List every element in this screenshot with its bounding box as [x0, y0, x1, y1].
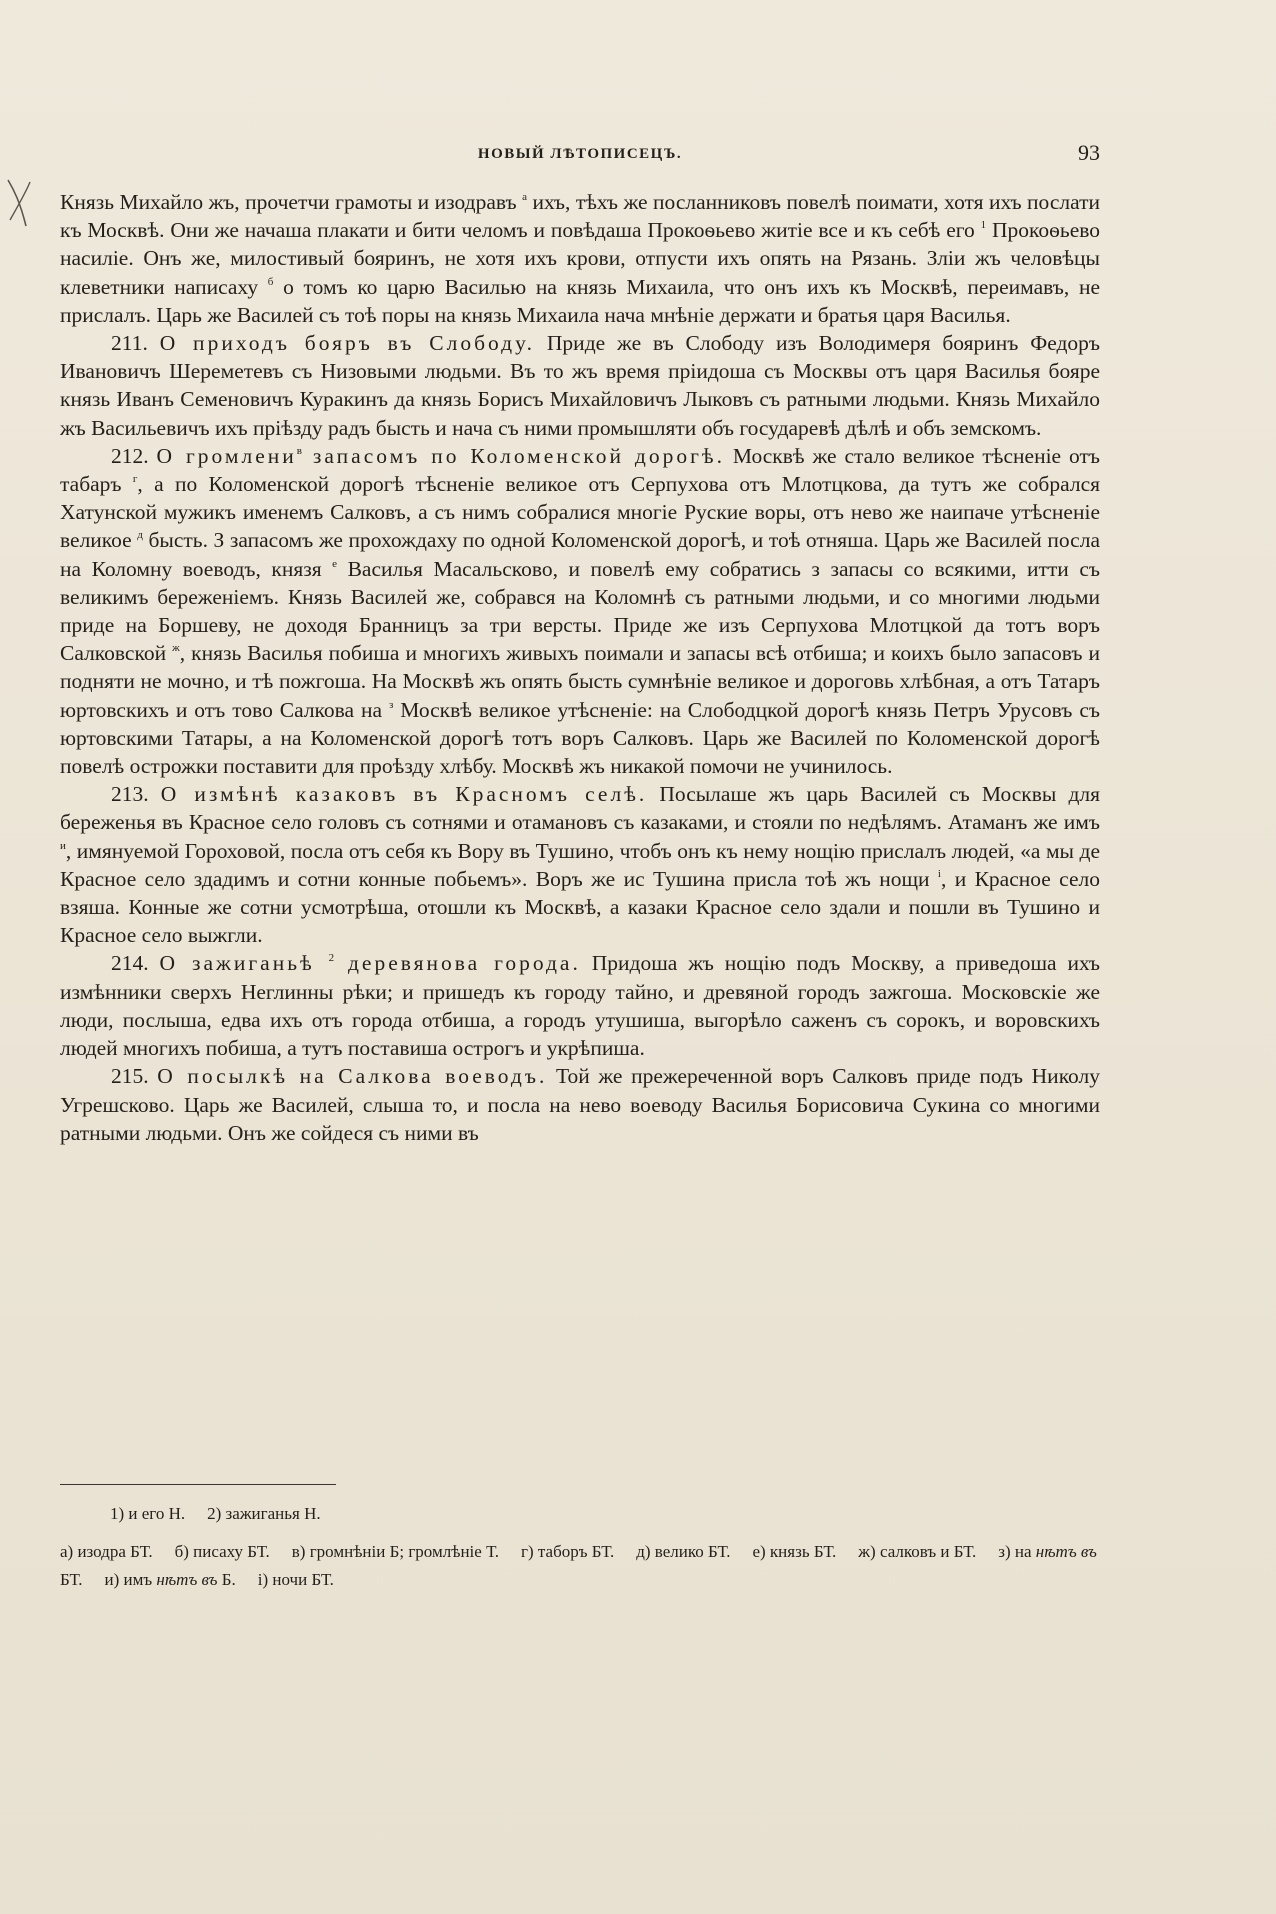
- variant-note-text: Б.: [217, 1570, 236, 1589]
- footnote-marker: г: [132, 473, 138, 486]
- text-run: , князь Василья побиша и многихъ живыхъ поимали и запасы всѣ отбиша; и коихъ было запасовъ и подняти не мочно, и тѣ пожгоша. На Москвѣ жъ опять бысть сумнѣніе великое и дороговь хлѣбная, а отъ Татаръ юртовскихъ и отъ тово Салкова на: [60, 641, 1100, 722]
- variant-note-text: ж) салковъ и БТ.: [858, 1542, 977, 1561]
- text-run: Прокоѳьево насиліе. Онъ же, милостивый бояринъ, не хотя ихъ крови, отпусти ихъ опять на Рязань. Зліи жъ человѣцы клеветники написаху: [60, 218, 1101, 299]
- text-run: Придоша жъ нощію подъ Москву, а приведоша ихъ измѣнники сверхъ Неглинны рѣки; и пришедъ къ городу тайно, и древяной городъ зажгоша. Московскіе же люди, послыша, едва ихъ отъ города отбиша, а городъ утушиша, выгорѣло саженъ съ сорокъ, и воровскихъ людей многихъ побиша, а тутъ поставиша острогъ и укрѣпиша.: [60, 951, 1100, 1061]
- section-heading: О зажиганьѣ: [159, 951, 329, 976]
- variant-note-text: д) велико БТ.: [636, 1542, 731, 1561]
- paragraph: [60, 949, 1100, 1062]
- variant-note-text: в) громнѣніи Б; громлѣніе Т.: [291, 1542, 499, 1561]
- section-heading: О приходъ бояръ въ Слободу.: [159, 331, 536, 356]
- variant-note-italic: нѣтъ въ: [1035, 1542, 1097, 1561]
- text-run: 213.: [111, 782, 161, 807]
- variant-note-text: БТ.: [60, 1570, 83, 1589]
- text-run: , имянуемой Гороховой, посла отъ себя къ Вору въ Тушино, чтобъ онъ къ нему нощію прислалъ людей, «а мы де Красное село здадимъ и сотни конные побьемъ». Воръ же ис Тушина присла тоѣ жъ нощи: [60, 838, 1100, 891]
- variant-note: [521, 1542, 614, 1561]
- footnote-marker: з: [388, 698, 394, 711]
- variant-note-italic: нѣтъ въ: [156, 1570, 218, 1589]
- footnote-marker: а: [522, 191, 527, 203]
- variant-note: [175, 1542, 270, 1561]
- running-title: НОВЫЙ ЛѢТОПИСЕЦЪ.: [477, 146, 683, 162]
- text-run: Князь Михайло жъ, прочетчи грамоты и изодравъ: [60, 190, 523, 214]
- footnote: 2) зажиганья Н.: [207, 1504, 321, 1523]
- footnote-marker: ж: [172, 642, 180, 655]
- text-run: бысть. З запасомъ же прохождаху по одной Коломенской дорогѣ, и тоѣ отняша. Царь же Василей посла на Коломну воеводъ, князя: [60, 528, 1100, 581]
- variant-note-text: б) писаху БТ.: [174, 1542, 270, 1561]
- footnote-rule: [60, 1484, 336, 1485]
- footnotes-numeric: [60, 1500, 1100, 1528]
- text-run: Той же прежереченной воръ Салковъ приде подъ Николу Угрешсково. Царь же Василей, слыша то, и посла на нево воеводу Василья Борисовича Сукина со многими ратными людьми. Онъ же сойдеся съ ними въ: [60, 1064, 1100, 1145]
- footnote-marker: д: [137, 529, 143, 542]
- variant-note-text: і) ночи БТ.: [257, 1570, 334, 1589]
- variant-note: [858, 1542, 976, 1561]
- paragraph: [60, 188, 1100, 329]
- text-run: о томъ ко царю Василью на князь Михаила, что онъ ихъ къ Москвѣ, переимавъ, не прислалъ. Царь же Василей съ тоѣ поры на князь Михаила нача мнѣніе держати и братья царя Василья.: [60, 274, 1101, 327]
- page-number: 93: [1078, 140, 1100, 165]
- paragraph: [60, 1062, 1100, 1147]
- paragraph: [60, 780, 1100, 949]
- text-run: 215.: [111, 1064, 158, 1089]
- variant-note-text: з) на: [998, 1542, 1036, 1561]
- footnote-marker: 1: [980, 219, 987, 232]
- text-run: 211.: [111, 331, 160, 356]
- section-heading: О громлени: [156, 443, 297, 468]
- text-run: ихъ, тѣхъ же посланниковъ повелѣ поимати, хотя ихъ послати къ Москвѣ. Они же начаша плакати и бити челомъ и повѣдаша Прокоѳьево житіе все и къ себѣ его: [60, 190, 1100, 243]
- variant-note-text: г) таборъ БТ.: [521, 1542, 615, 1561]
- variant-note: [258, 1570, 334, 1589]
- page-header: [60, 140, 1100, 170]
- variant-note: [752, 1542, 836, 1561]
- text-run: Москвѣ же стало великое тѣсненіе отъ табаръ: [60, 443, 1100, 497]
- footnote-marker: 2: [328, 952, 335, 965]
- variant-note-text: и) имъ: [104, 1570, 157, 1589]
- variant-note: [636, 1542, 730, 1561]
- variant-note: [104, 1570, 235, 1589]
- paragraph: [60, 442, 1100, 780]
- section-heading: О посылкѣ на Салкова воеводъ.: [157, 1064, 548, 1089]
- text-run: 214.: [111, 951, 160, 976]
- variant-note-text: а) изодра БТ.: [60, 1542, 153, 1561]
- section-heading: запасомъ по Коломенской дорогѣ.: [301, 443, 725, 468]
- text-run: Посылаше жъ царь Василей съ Москвы для береженья въ Красное село головъ съ сотнями и отамановъ съ казаками, и стояли по недѣлямъ. Атаманъ же имъ: [60, 782, 1101, 835]
- text-run: Приде же въ Слободу изъ Володимеря бояринъ Федоръ Ивановичъ Шереметевъ съ Низовыми людьми. Въ то жъ время пріидоша съ Москвы отъ царя Василья бояре князь Иванъ Семеновичъ Куракинъ да князь Борисъ Михайловичъ Лыковъ съ ратными людьми. Князь Михайло жъ Васильевичъ ихъ пріѣзду радъ бысть и нача съ ними промышляти объ государевѣ дѣлѣ и объ земскомъ.: [60, 331, 1101, 440]
- footnotes-letters: [60, 1538, 1100, 1594]
- variant-note: [292, 1542, 499, 1561]
- text-run: 212.: [111, 443, 157, 468]
- text-run: , и Красное село взяша. Конные же сотни усмотрѣша, отошли къ Москвѣ, а казаки Красное село здали и пошли въ Тушино и Красное село выжгли.: [60, 866, 1100, 948]
- text-run: Москвѣ великое утѣсненіе: на Слободцкой дорогѣ князь Петръ Урусовъ съ юртовскими Татары, а на Коломенской дорогѣ тотъ воръ Салковъ. Царь же Василей по Коломенской дорогѣ повелѣ острожки поставити для проѣзду хлѣбу. Москвѣ жъ никакой помочи не учинилось.: [60, 697, 1100, 779]
- footnote: 1) и его Н.: [110, 1504, 186, 1523]
- body-text: [60, 188, 1100, 1147]
- footnote-marker: і: [937, 867, 941, 880]
- pencil-margin-mark-icon: [4, 176, 40, 230]
- footnote-marker: е: [332, 557, 338, 570]
- variant-note: [60, 1542, 153, 1561]
- footnote-marker: в: [296, 444, 302, 457]
- footnote-marker: и: [60, 839, 66, 852]
- text-run: Василья Масальсково, и повелѣ ему собратись з запасы со всякими, итти съ великимъ береженіемъ. Князь Василей же, собрався на Коломнѣ съ ратными людьми, и со многими людьми приде на Боршеву, не доходя Бранницъ за три версты. Приде же изъ Серпухова Млотцкой да тотъ воръ Салковской: [60, 556, 1100, 666]
- variant-note-text: е) князь БТ.: [752, 1542, 837, 1561]
- footnote-marker: б: [267, 275, 274, 288]
- section-heading: О измѣнѣ казаковъ въ Красномъ селѣ.: [160, 782, 648, 807]
- paragraph: [60, 329, 1100, 442]
- text-run: , а по Коломенской дорогѣ тѣсненіе великое отъ Серпухова отъ Млотцкова, да тутъ же собрался Хатунской мужикъ именемъ Салковъ, а съ нимъ собралися многіе Руские воры, отъ нево же наипаче утѣсненіе великое: [60, 472, 1100, 553]
- section-heading: деревянова города.: [334, 951, 581, 976]
